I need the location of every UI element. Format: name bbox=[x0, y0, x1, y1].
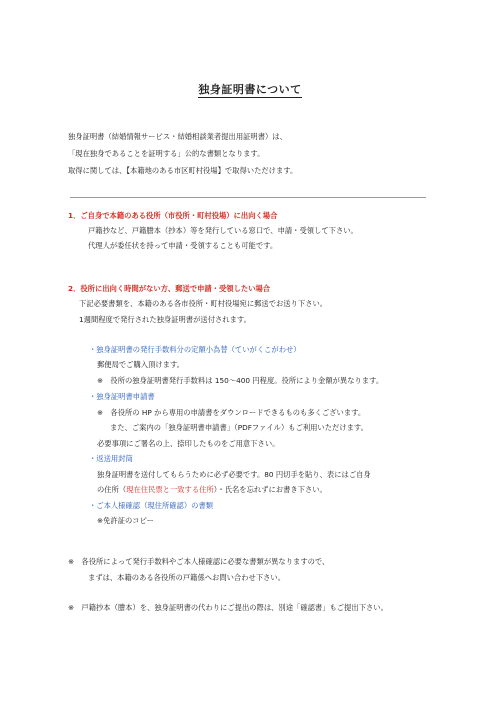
item-application-line-1: ※ 各役所の HP から専用の申請書をダウンロードできるものも多くございます。 bbox=[97, 408, 366, 417]
envelope-line-prefix: の住所（ bbox=[97, 485, 127, 494]
note-line-3: ※ 戸籍抄本（謄本）を、独身証明書の代わりにご提出の際は、別途「確認書」もご提出下さい。 bbox=[68, 603, 388, 612]
section2-body-1: 下記必要書類を、本籍のある各市役所・町村役場宛に郵送でお送り下さい。 bbox=[79, 299, 328, 308]
item-fee-line-2: ※ 役所の独身証明書発行手数料は 150～400 円程度。役所により金額が異なります。 bbox=[97, 376, 384, 385]
intro-line-1: 独身証明書（結婚情報サービス・結婚相談業者提出用証明書）は、 bbox=[68, 132, 287, 141]
envelope-highlight: 現在住民票と一致する住所 bbox=[126, 485, 214, 494]
section1-heading: 1．ご自身で本籍のある役所（市役所・町村役場）に出向く場合 bbox=[68, 211, 278, 220]
intro-line-3: 取得に関しては、【本籍地のある市区町村役場】で取得いただけます。 bbox=[68, 166, 298, 175]
section1-body-2: 代理人が委任状を持って申請・受領することも可能です。 bbox=[88, 241, 278, 250]
page-title bbox=[0, 81, 500, 97]
section-divider bbox=[70, 197, 426, 198]
item-envelope-label: ・返送用封筒 bbox=[89, 454, 133, 463]
note-line-2: まずは、本籍のある各役所の戸籍係へお問い合わせ下さい。 bbox=[88, 573, 286, 582]
note-line-1: ※ 各役所によって発行手数料やご本人様確認に必要な書類が異なりますので、 bbox=[68, 557, 330, 566]
item-application-label: ・独身証明書申請書 bbox=[89, 392, 155, 401]
item-id-line-1: ※免許証のコピー bbox=[97, 516, 154, 525]
item-id-label: ・ご本人様確認（現住所確認）の書類 bbox=[89, 501, 214, 510]
envelope-line-suffix: ）・氏名を忘れずにお書き下さい。 bbox=[213, 485, 327, 494]
item-envelope-line-1: 独身証明書を送付してもらうために必ず必要です。80 円切手を貼り、表にはご自身 bbox=[97, 470, 371, 479]
item-application-line-2: また、ご案内の「独身証明書申請書」（PDFファイル）もご利用いただけます。 bbox=[110, 423, 368, 432]
intro-line-2: 「現在独身であることを証明する」公的な書類となります。 bbox=[68, 149, 265, 158]
item-application-line-3: 必要事項にご署名の上、捺印したものをご用意下さい。 bbox=[97, 439, 280, 448]
section1-body-1: 戸籍抄など、戸籍謄本（抄本）等を発行している窓口で、申請・受領して下さい。 bbox=[88, 226, 358, 235]
section2-heading: 2．役所に出向く時間がない方、郵送で申請・受領したい場合 bbox=[68, 284, 271, 293]
item-fee-line-1: 郵便局でご購入頂けます。 bbox=[97, 360, 184, 369]
item-envelope-line-2 bbox=[97, 485, 327, 495]
page-title-text: 独身証明書について bbox=[198, 83, 302, 96]
section2-body-2: 1週間程度で発行された独身証明書が送付されます。 bbox=[79, 315, 251, 324]
item-fee-label: ・独身証明書の発行手数料分の定額小為替（ていがくこがわせ） bbox=[89, 345, 301, 354]
